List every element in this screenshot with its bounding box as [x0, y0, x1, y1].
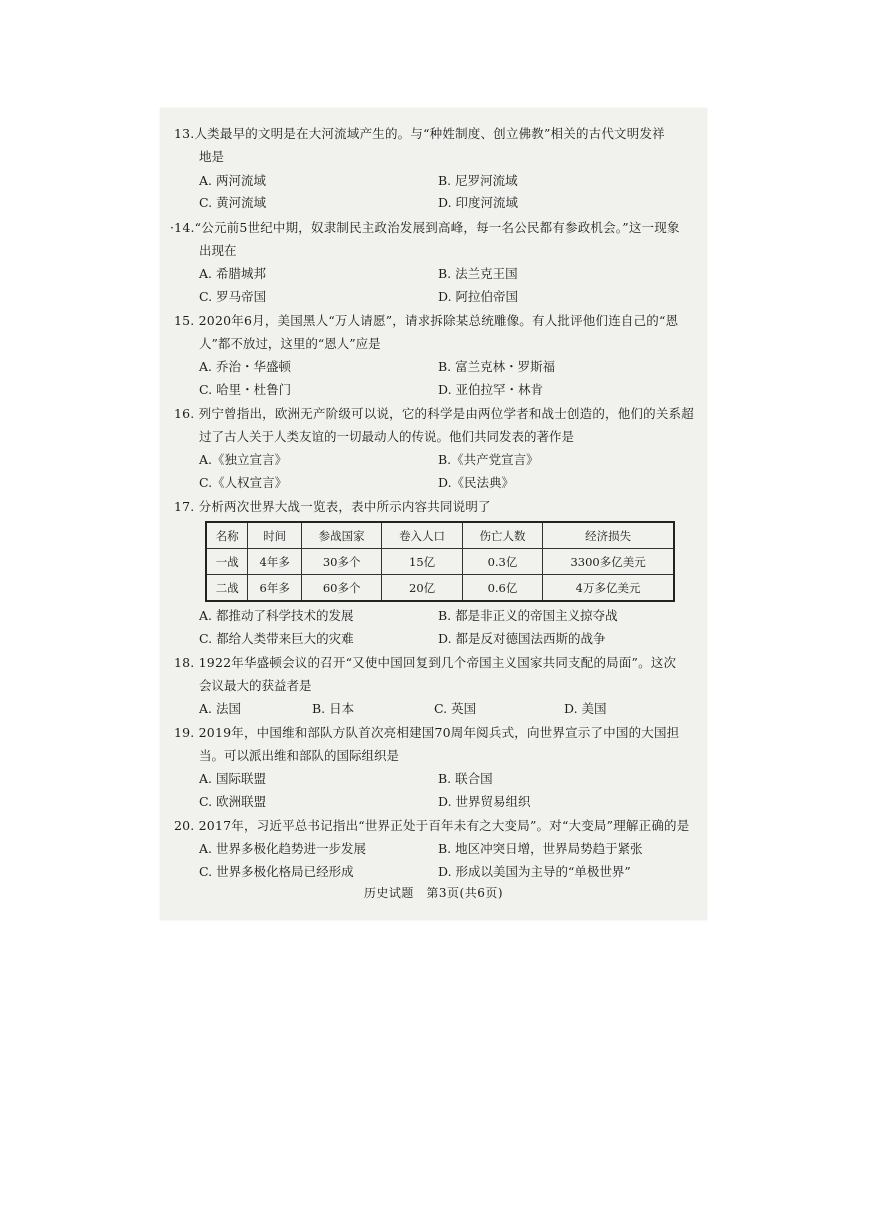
q18-option-b[interactable]: B. 日本 — [312, 701, 355, 716]
q19-option-b[interactable]: B. 联合国 — [438, 771, 493, 786]
page-footer: 历史试题 第3页(共6页) — [363, 886, 504, 900]
q17-option-c[interactable]: C. 都给人类带来巨大的灾难 — [199, 631, 354, 646]
q15-option-d[interactable]: D. 亚伯拉罕・林肯 — [438, 382, 544, 397]
table-header-row — [206, 522, 674, 549]
q14-option-d[interactable]: D. 阿拉伯帝国 — [438, 289, 519, 304]
q14-option-a[interactable]: A. 希腊城邦 — [199, 266, 266, 281]
q18-option-d[interactable]: D. 美国 — [564, 701, 607, 716]
table-cell: 二战 — [206, 575, 248, 602]
q16-option-d[interactable]: D.《民法典》 — [438, 475, 515, 490]
q15-option-a[interactable]: A. 乔治・华盛顿 — [199, 359, 291, 374]
q20-option-b[interactable]: B. 地区冲突日增，世界局势趋于紧张 — [438, 841, 643, 856]
q15-option-b[interactable]: B. 富兰克林・罗斯福 — [438, 359, 556, 374]
table-header-cell: 参战国家 — [301, 522, 381, 549]
table-row — [206, 549, 674, 575]
q16-option-a[interactable]: A.《独立宣言》 — [199, 452, 288, 467]
q15-stem-cont: 人”都不放过，这里的“恩人”应是 — [199, 336, 381, 351]
q19-option-d[interactable]: D. 世界贸易组织 — [438, 794, 531, 809]
q20-option-d[interactable]: D. 形成以美国为主导的“单极世界” — [438, 864, 631, 879]
table-cell: 一战 — [206, 549, 248, 575]
table-header-cell: 卷入人口 — [382, 522, 462, 549]
table-header-cell: 名称 — [206, 522, 248, 549]
q20-option-c[interactable]: C. 世界多极化格局已经形成 — [199, 864, 354, 879]
q16-stem-cont: 过了古人关于人类友谊的一切最动人的传说。他们共同发表的著作是 — [199, 429, 575, 444]
q14-stem: ·14.“公元前5世纪中期，奴隶制民主政治发展到高峰，每一名公民都有参政机会。”这一现象 — [170, 220, 680, 235]
q18-option-c[interactable]: C. 英国 — [434, 701, 477, 716]
table-header-cell: 伤亡人数 — [462, 522, 542, 549]
q16-option-c[interactable]: C.《人权宣言》 — [199, 475, 288, 490]
table-row — [206, 575, 674, 602]
q19-option-c[interactable]: C. 欧洲联盟 — [199, 794, 267, 809]
table-header-cell: 时间 — [248, 522, 302, 549]
table-cell: 4年多 — [248, 549, 302, 575]
q18-option-a[interactable]: A. 法国 — [199, 701, 241, 716]
table-cell: 0.6亿 — [462, 575, 542, 602]
world-wars-table — [205, 521, 675, 602]
q13-option-b[interactable]: B. 尼罗河流域 — [438, 173, 518, 188]
q13-option-a[interactable]: A. 两河流域 — [199, 173, 266, 188]
q16-option-b[interactable]: B.《共产党宣言》 — [438, 452, 539, 467]
table-cell: 6年多 — [248, 575, 302, 602]
table-cell: 60多个 — [301, 575, 381, 602]
q16-stem: 16. 列宁曾指出，欧洲无产阶级可以说，它的科学是由两位学者和战士创造的，他们的关系超 — [174, 406, 694, 421]
table-cell: 15亿 — [382, 549, 462, 575]
q17-option-d[interactable]: D. 都是反对德国法西斯的战争 — [438, 631, 606, 646]
q19-stem-cont: 当。可以派出维和部队的国际组织是 — [199, 748, 400, 763]
q20-option-a[interactable]: A. 世界多极化趋势进一步发展 — [199, 841, 366, 856]
table-cell: 0.3亿 — [462, 549, 542, 575]
q14-option-c[interactable]: C. 罗马帝国 — [199, 289, 267, 304]
q13-stem: 13.人类最早的文明是在大河流域产生的。与“种姓制度、创立佛教”相关的古代文明发祥 — [174, 126, 665, 141]
q19-option-a[interactable]: A. 国际联盟 — [199, 771, 266, 786]
q15-option-c[interactable]: C. 哈里・杜鲁门 — [199, 382, 292, 397]
table-cell: 3300多亿美元 — [543, 549, 674, 575]
q17-stem: 17. 分析两次世界大战一览表，表中所示内容共同说明了 — [174, 499, 491, 514]
q18-stem-cont: 会议最大的获益者是 — [199, 678, 312, 693]
q17-option-a[interactable]: A. 都推动了科学技术的发展 — [199, 608, 354, 623]
q19-stem: 19. 2019年，中国维和部队方队首次亮相建国70周年阅兵式，向世界宣示了中国的大国担 — [174, 725, 680, 740]
q13-option-d[interactable]: D. 印度河流域 — [438, 195, 519, 210]
q13-option-c[interactable]: C. 黄河流域 — [199, 195, 267, 210]
q15-stem: 15. 2020年6月，美国黑人“万人请愿”，请求拆除某总统雕像。有人批评他们连自己的“恩 — [174, 313, 679, 328]
exam-page — [160, 108, 707, 920]
table-cell: 20亿 — [382, 575, 462, 602]
q13-stem-cont: 地是 — [199, 149, 225, 164]
table-cell: 4万多亿美元 — [543, 575, 674, 602]
table-header-cell: 经济损失 — [543, 522, 674, 549]
table-cell: 30多个 — [301, 549, 381, 575]
q17-option-b[interactable]: B. 都是非正义的帝国主义掠夺战 — [438, 608, 618, 623]
q20-stem: 20. 2017年，习近平总书记指出“世界正处于百年未有之大变局”。对“大变局”理解正确的是 — [174, 818, 690, 833]
q14-option-b[interactable]: B. 法兰克王国 — [438, 266, 518, 281]
q18-stem: 18. 1922年华盛顿会议的召开“又使中国回复到几个帝国主义国家共同支配的局面”。这次 — [174, 655, 677, 670]
q14-stem-cont: 出现在 — [199, 243, 237, 258]
